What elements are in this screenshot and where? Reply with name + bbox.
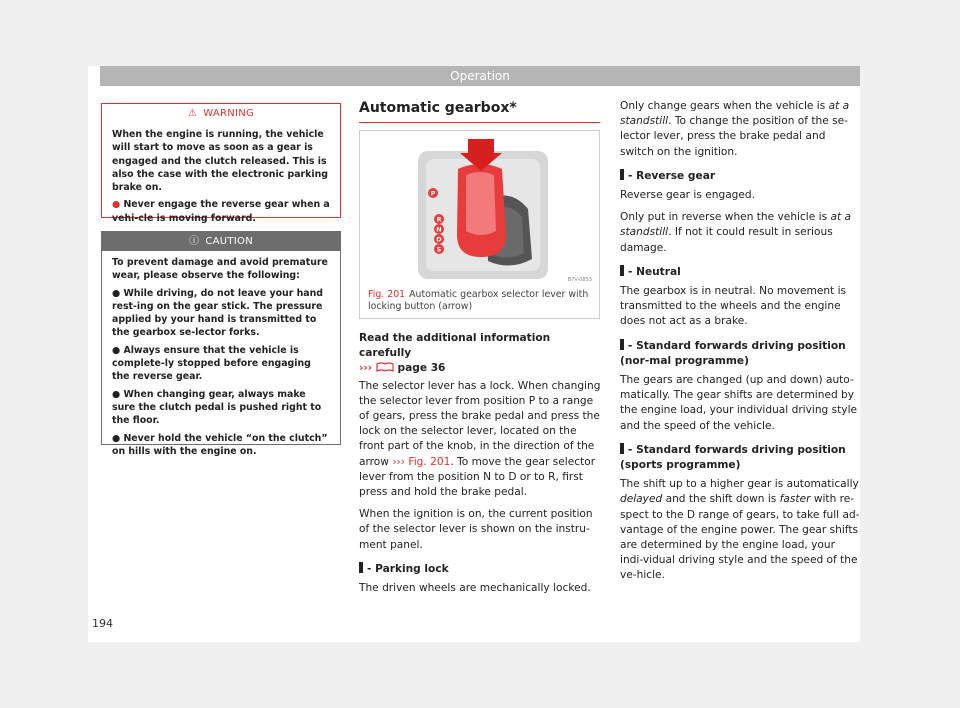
neutral-heading: - Neutral — [620, 265, 860, 280]
caution-box — [101, 231, 341, 457]
caution-heading: CAUTION — [205, 235, 253, 247]
sport-heading: - Standard forwards driving position (sports programme) — [620, 443, 846, 472]
gear-letter: P — [430, 189, 436, 198]
sport-text: The shift up to a higher gear is automatically delayed and the shift down is faster with re-spect to the D range of gears, to take full ad-vantage of the engine power. The gear shifts are determined by the engine load, your indi-vidual driving style and the speed of the ve-hicle. — [620, 478, 860, 582]
figure-code: B7V-0853 — [567, 277, 592, 283]
reverse-heading: - Reverse gear — [620, 169, 860, 184]
figure-label: Fig. 201 — [368, 289, 406, 300]
sport-symbol-icon — [620, 443, 624, 454]
fig-ref-link[interactable]: ››› Fig. 201 — [392, 455, 451, 468]
read-more-ref: page 36 — [397, 362, 446, 375]
parking-symbol-icon — [359, 562, 363, 573]
page-number: 194 — [92, 617, 113, 630]
paragraph-ignition: When the ignition is on, the current position of the selector lever is shown on the instru-ment panel. — [359, 508, 593, 551]
gear-selector-illustration — [360, 131, 599, 285]
neutral-symbol-icon — [620, 265, 624, 276]
caution-body: To prevent damage and avoid premature wear, please observe the following: — [112, 257, 328, 282]
bullet-icon: ● — [112, 432, 124, 444]
caution-bullet: ● When changing gear, always make sure the clutch pedal is pushed right to the floor. — [112, 388, 322, 427]
warning-heading: WARNING — [203, 107, 255, 119]
read-more: Read the additional information carefully ››› page 36 — [359, 332, 551, 375]
bullet-icon: ● — [112, 199, 124, 211]
caution-header — [102, 232, 340, 251]
warning-box — [101, 103, 341, 224]
warning-bullet: ● Never engage the reverse gear when a vehi-cle is moving forward. — [112, 199, 330, 224]
drive-text: The gears are changed (up and down) auto-matically. The gear shifts are determined by the engine load, your individual driving style and the speed of the vehicle. — [620, 374, 858, 432]
parking-text: The driven wheels are mechanically locked. — [359, 582, 591, 595]
reverse-p1: Reverse gear is engaged. — [620, 189, 756, 202]
book-icon — [376, 362, 394, 372]
page-header: Operation — [100, 66, 860, 86]
bullet-icon: ● — [112, 344, 124, 356]
drive-heading: - Standard forwards driving position (nor-mal programme) — [620, 339, 846, 367]
caution-bullet: ● While driving, do not leave your hand rest-ing on the gear stick. The pressure applied by your hand is transmitted to the gearbox se-lector forks. — [112, 287, 324, 339]
right-column — [620, 99, 860, 591]
gear-letter: R — [436, 215, 442, 224]
caution-bullet: ● Never hold the vehicle “on the clutch” on hills with the engine on. — [112, 432, 328, 457]
read-more-link[interactable]: ››› — [359, 362, 398, 374]
paragraph-lock: The selector lever has a lock. When changing the selector lever from position P to a range of gears, press the brake pedal and press the lock on the selector lever, located on the front part of the knob, in the direction of the arrow ››› Fig. 201. To move the gear selector lever from the position N to D or to R, first press and hold the brake pedal. — [359, 379, 601, 499]
bullet-icon: ● — [112, 388, 124, 400]
figure-201 — [359, 130, 600, 319]
gear-letter: S — [436, 245, 442, 254]
bullet-icon: ● — [112, 287, 124, 299]
gear-letter: D — [436, 235, 442, 244]
caution-bullet: ● Always ensure that the vehicle is complete-ly stopped before engaging the reverse gear. — [112, 344, 311, 383]
middle-column — [359, 331, 603, 603]
section-title: Automatic gearbox* — [359, 100, 600, 123]
neutral-text: The gearbox is in neutral. No movement is transmitted to the wheels and the engine does not act as a brake. — [620, 285, 847, 328]
warning-header — [102, 104, 340, 123]
intro-paragraph: Only change gears when the vehicle is at a standstill. To change the position of the se-lector lever, press the brake pedal and switch on the ignition. — [620, 100, 850, 158]
warning-body: When the engine is running, the vehicle will start to move as soon as a gear is engaged and the clutch released. This is also the case with the electronic parking brake on. — [112, 129, 328, 194]
drive-symbol-icon — [620, 339, 624, 350]
caution-icon: ⓘ — [189, 235, 200, 247]
figure-caption: Fig. 201 Automatic gearbox selector lever with locking button (arrow) — [368, 289, 589, 312]
warning-icon: ⚠ — [187, 107, 198, 119]
reverse-p2: Only put in reverse when the vehicle is at a standstill. If not it could result in serious damage. — [620, 211, 851, 254]
gear-letter: N — [436, 225, 442, 234]
reverse-symbol-icon — [620, 169, 624, 180]
parking-heading: - Parking lock — [359, 562, 603, 577]
